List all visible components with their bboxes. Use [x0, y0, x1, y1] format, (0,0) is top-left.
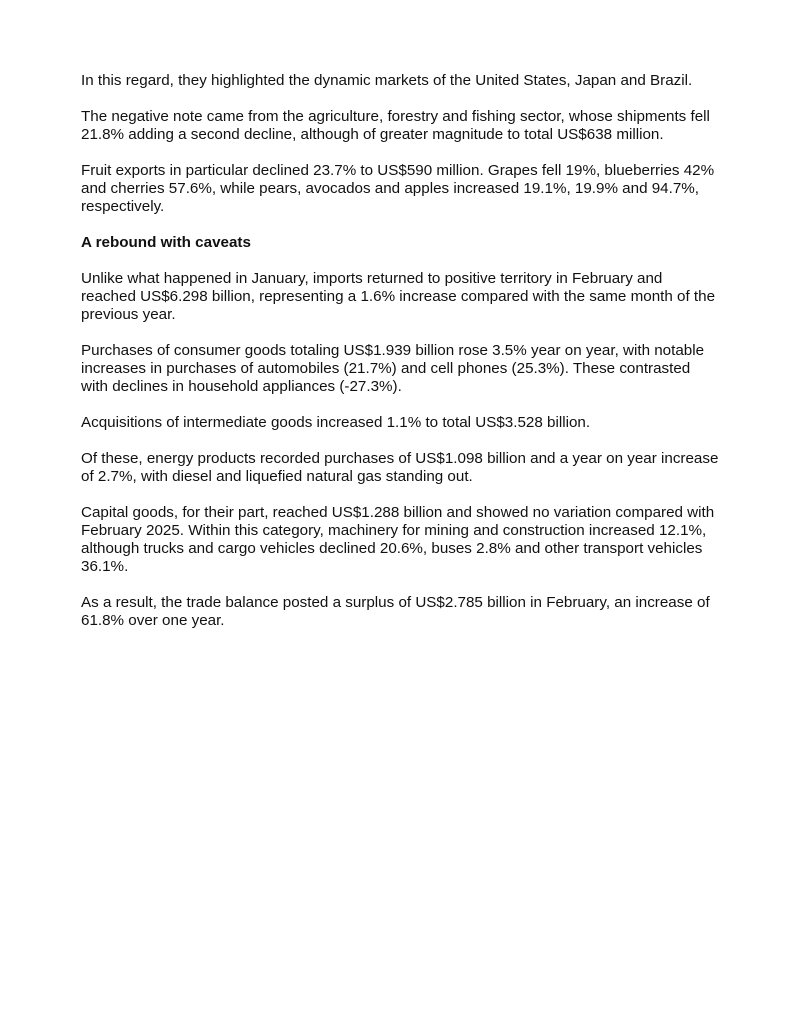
- document-page: [81, 72, 721, 648]
- section-heading: A rebound with caveats: [81, 234, 251, 251]
- paragraph-markets: In this regard, they highlighted the dynamic markets of the United States, Japan and Brazil.: [81, 72, 693, 89]
- paragraph-consumer-goods: Purchases of consumer goods totaling US$1.939 billion rose 3.5% year on year, with notable increases in purchases of automobiles (21.7%) and cell phones (25.3%). These contrasted with declines in household appliances (-27.3%).: [81, 342, 705, 395]
- paragraph-intermediate-goods: Acquisitions of intermediate goods increased 1.1% to total US$3.528 billion.: [81, 414, 591, 431]
- paragraph-agriculture: The negative note came from the agriculture, forestry and fishing sector, whose shipments fell 21.8% adding a second decline, although of greater magnitude to total US$638 million.: [81, 108, 710, 143]
- paragraph-energy-products: Of these, energy products recorded purchases of US$1.098 billion and a year on year increase of 2.7%, with diesel and liquefied natural gas standing out.: [81, 450, 719, 485]
- paragraph-imports: Unlike what happened in January, imports returned to positive territory in February and reached US$6.298 billion, representing a 1.6% increase compared with the same month of the previous year.: [81, 270, 716, 323]
- paragraph-capital-goods: Capital goods, for their part, reached US$1.288 billion and showed no variation compared with February 2025. Within this category, machinery for mining and construction increased 12.1%, although trucks and cargo vehicles declined 20.6%, buses 2.8% and other transport vehicles 36.1%.: [81, 504, 715, 575]
- paragraph-fruit-exports: Fruit exports in particular declined 23.7% to US$590 million. Grapes fell 19%, blueberries 42% and cherries 57.6%, while pears, avocados and apples increased 19.1%, 19.9% and 94.7%, respectively.: [81, 162, 715, 215]
- paragraph-trade-balance: As a result, the trade balance posted a surplus of US$2.785 billion in February, an increase of 61.8% over one year.: [81, 594, 710, 629]
